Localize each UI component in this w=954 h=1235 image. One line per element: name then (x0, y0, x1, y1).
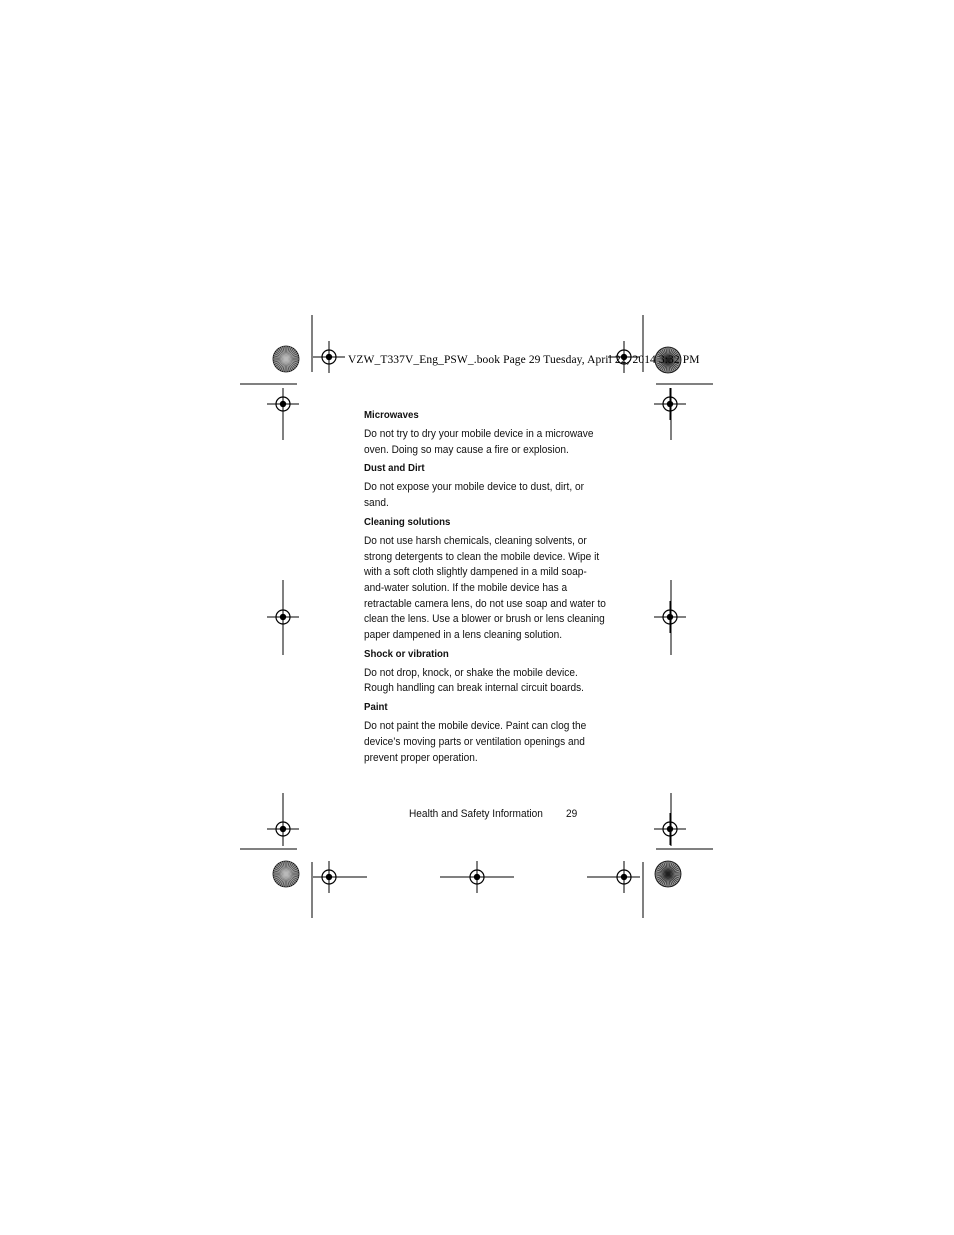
print-header: VZW_T337V_Eng_PSW_.book Page 29 Tuesday, April 22, 2014 3:32 PM (348, 354, 700, 366)
section-body: Do not try to dry your mobile device in a microwave oven. Doing so may cause a fire or explosion. (364, 428, 594, 456)
section-body: Do not paint the mobile device. Paint can clog the device’s moving parts or ventilation openings and prevent proper operation. (364, 720, 587, 764)
section-title: Shock or vibration (364, 647, 449, 660)
section-title: Paint (364, 701, 388, 714)
starburst-mark (655, 861, 681, 887)
section-microwaves (364, 408, 609, 458)
section-body: Do not use harsh chemicals, cleaning solvents, or strong detergents to clean the mobile device. Wipe it with a soft cloth slightly dampened in a mild soap-and-water solution. If the mobile device has a retractable camera lens, do not use soap and water to clean the lens. Use a blower or brush or lens cleaning paper dampened in a lens cleaning solution. (364, 534, 606, 642)
section-shock-or-vibration (364, 647, 609, 697)
section-title: Cleaning solutions (364, 515, 451, 528)
page-content (364, 408, 609, 769)
section-cleaning-solutions (364, 515, 609, 644)
section-title: Dust and Dirt (364, 462, 425, 475)
section-body: Do not drop, knock, or shake the mobile device. Rough handling can break internal circuit boards. (364, 666, 584, 695)
page-number: 29 (565, 808, 578, 820)
section-dust-and-dirt (364, 461, 609, 511)
starburst-mark (273, 861, 299, 887)
section-body: Do not expose your mobile device to dust, dirt, or sand. (364, 481, 584, 510)
section-paint (364, 700, 609, 766)
footer-section-name: Health and Safety Information (409, 808, 543, 820)
starburst-mark (273, 346, 299, 372)
page-footer (409, 808, 577, 820)
section-title: Microwaves (364, 409, 419, 421)
